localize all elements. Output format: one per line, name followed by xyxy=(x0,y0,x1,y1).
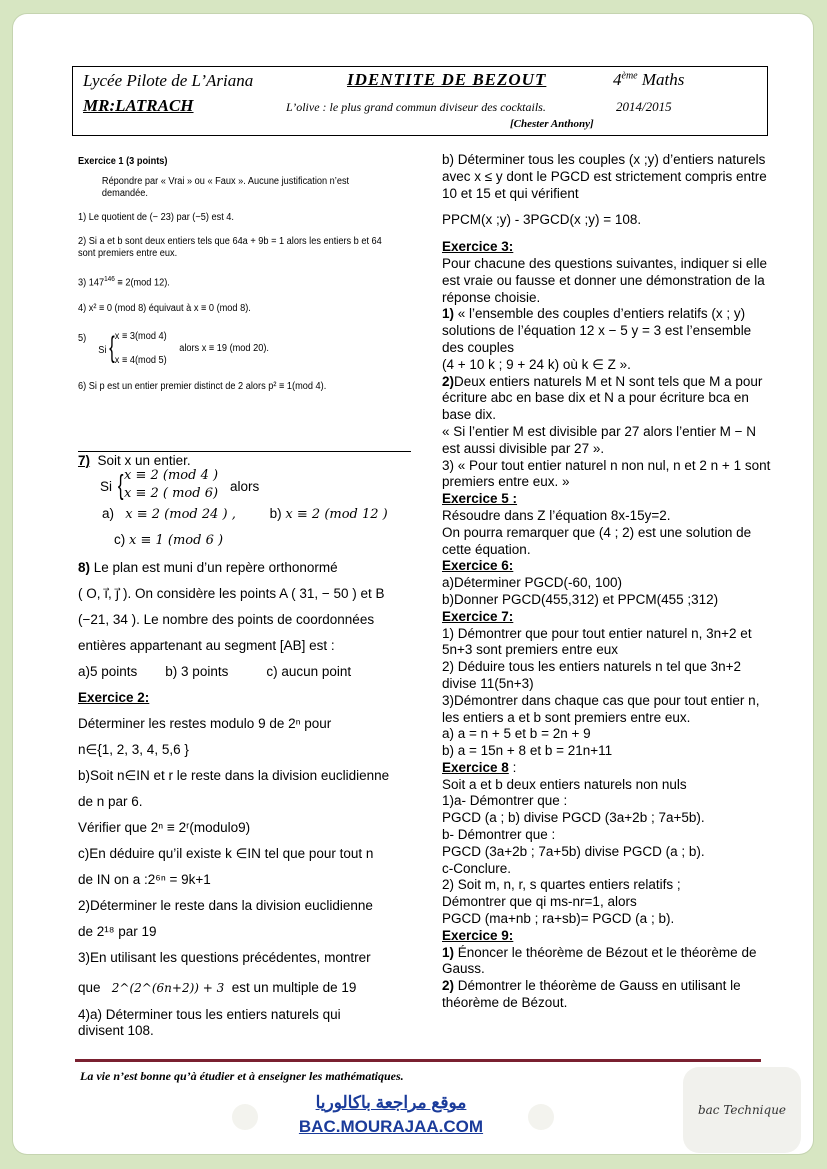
ex1-q5: 5) Si { x ≡ 3(mod 4) x ≡ 4(mod 5) alors x ≡ 19 (mod 20). xyxy=(78,331,269,367)
q7-system: Si { x ≡ 2 (mod 4 ) x ≡ 2 ( mod 6) alors xyxy=(100,467,260,501)
left-column xyxy=(78,156,411,405)
exercise-2: Exercice 2: Déterminer les restes modulo 9 de 2ⁿ pour n∈{1, 2, 3, 4, 5,6 } b)Soit n∈IN et r le reste dans la division euclidienne de n par 6. Vérifier que 2ⁿ ≡ 2ʳ(modulo9) c)En déduire qu’il existe k ∈IN tel que pour tout n de IN on a :2⁶ⁿ = 9k+1 2)Déterminer le reste dans la division euclidienne de 2¹⁸ par 19 3)En utilisant les questions précédentes, montrer que 2^(2^(6n+2)) + 3 est un multiple de 19 4)a) Déterminer tous les entiers naturels qui divisent 108. xyxy=(78,685,411,1039)
exercise-7-title: Exercice 7: xyxy=(442,608,514,624)
ex1-q1: 1) Le quotient de (− 23) par (−5) est 4. xyxy=(78,212,234,223)
exercise-8-title: Exercice 8 xyxy=(442,759,509,775)
class-level: 4ème Maths xyxy=(613,70,685,89)
exercise-6-title: Exercice 6: xyxy=(442,558,514,574)
q7-options-ab: a) x ≡ 2 (mod 24 ) , b) x ≡ 2 (mod 12 ) xyxy=(102,505,388,522)
left-column-lower xyxy=(78,453,411,1039)
exercise-2-title: Exercice 2: xyxy=(78,690,150,706)
exercise-5-title: Exercice 5 : xyxy=(442,491,518,507)
power-expression: 2^(2^(6n+2)) + 3 xyxy=(111,981,225,996)
footer-motto: La vie n’est bonne qu’à étudier et à enseigner les mathématiques. xyxy=(80,1069,404,1083)
exercise-1-title: Exercice 1 (3 points) xyxy=(78,156,168,167)
exercise-9-title: Exercice 9: xyxy=(442,927,514,943)
ex1-q4: 4) x² ≡ 0 (mod 8) équivaut à x ≡ 0 (mod 8). xyxy=(78,303,251,315)
q7-option-c: c) x ≡ 1 (mod 6 ) xyxy=(114,531,224,548)
footer-rule xyxy=(75,1059,761,1062)
q8-options: a)5 points b) 3 points c) aucun point xyxy=(78,664,352,680)
brand-arabic[interactable]: موقع مراجعة باكالوريا xyxy=(315,1093,467,1112)
site-brand[interactable] xyxy=(286,1093,496,1137)
exercise-1-instruction: Répondre par « Vrai » ou « Faux ». Aucune justification n’est demandée. xyxy=(101,176,350,199)
quote-author: [Chester Anthony] xyxy=(510,118,594,130)
divider xyxy=(78,451,411,452)
page-title: IDENTITE DE BEZOUT xyxy=(347,70,547,89)
site-logo-icon xyxy=(232,1104,258,1130)
ex1-q2: 2) Si a et b sont deux entiers tels que 64a + 9b = 1 alors les entiers b et 64 sont premiers entre eux. xyxy=(78,236,382,259)
right-column: b) Déterminer tous les couples (x ;y) d’entiers naturels avec x ≤ y dont le PGCD est strictement compris entre 10 et 15 et qui vérifient PPCM(x ;y) - 3PGCD(x ;y) = 108. Exercice 3: Pour chacune des questions suivantes, indiquer si elle est vraie ou fausse et donner une démonstration de la réponse choisie. 1) « l’ensemble des couples d’entiers relatifs (x ; y) solutions de l’équation 12 x − 5 y = 3 est l’ensemble des couples (4 + 10 k ; 9 + 24 k) où k ∈ Z ». 2)Deux entiers naturels M et N sont tels que M a pour écriture abc en base dix et N a pour écriture bca en base dix. « Si l’entier M est divisible par 27 alors l’entier M − N est aussi divisible par 27 ». 3) « Pour tout entier naturel n non nul, n et 2 n + 1 sont premiers entre eux. » Exercice 5 : Résoudre dans Z l’équation 8x-15y=2. On pourra remarquer que (4 ; 2) est une solution de cette équation. Exercice 6: a)Déterminer PGCD(-60, 100) b)Donner PGCD(455,312) et PPCM(455 ;312) Exercice 7: 1) Démontrer que pour tout entier naturel n, 3n+2 et 5n+3 sont premiers entre eux 2) Déduire tous les entiers naturels n tel que 3n+2 divise 11(5n+3) 3)Démontrer dans chaque cas que pour tout entier n, les entiers a et b sont premiers entre eux. a) a = n + 5 et b = 2n + 9 b) a = 15n + 8 et b = 21n+11 Exercice 8 : Soit a et b deux entiers naturels non nuls 1)a- Démontrer que : PGCD (a ; b) divise PGCD (3a+2b ; 7a+5b). b- Démontrer que : PGCD (3a+2b ; 7a+5b) divise PGCD (a ; b). c-Conclure. 2) Soit m, n, r, s quartes entiers relatifs ; Démontrer que qi ms-nr=1, alors PGCD (ma+nb ; ra+sb)= PGCD (a ; b). Exercice 9: 1) Énoncer le théorème de Bézout et le théorème de Gauss. 2) Démontrer le théorème de Gauss en utilisant le théorème de Bézout. xyxy=(442,152,771,1011)
exercise-1 xyxy=(78,156,384,393)
header-box xyxy=(72,66,768,136)
exercise-3-title: Exercice 3: xyxy=(442,239,514,255)
site-logo-icon-right xyxy=(528,1104,554,1130)
school-name: Lycée Pilote de L’Ariana xyxy=(83,71,254,90)
q7-intro: 7) Soit x un entier. xyxy=(78,453,191,468)
ex1-q6: 6) Si p est un entier premier distinct de 2 alors p² ≡ 1(mod 4). xyxy=(78,381,327,393)
header-quote: L’olive : le plus grand commun diviseur des cocktails. xyxy=(286,100,546,114)
bac-technique-stamp: bac Technique xyxy=(683,1067,801,1153)
school-year: 2014/2015 xyxy=(616,99,672,114)
teacher-name: MR:LATRACH xyxy=(83,96,194,115)
ex1-q3: 3) $147^{146} \equiv 2(mod$ 12). xyxy=(78,276,170,289)
q8: 8) Le plan est muni d’un repère orthonormé ( O, i⃗, j⃗ ). On considère les points A ( 31, − 50 ) et B (−21, 34 ). Le nombre des points de coordonnées entières appartenant au segment [AB] est : a)5 points b) 3 points c) aucun point xyxy=(78,555,411,685)
brand-url-link[interactable]: BAC.MOURAJAA.COM xyxy=(298,1117,484,1136)
